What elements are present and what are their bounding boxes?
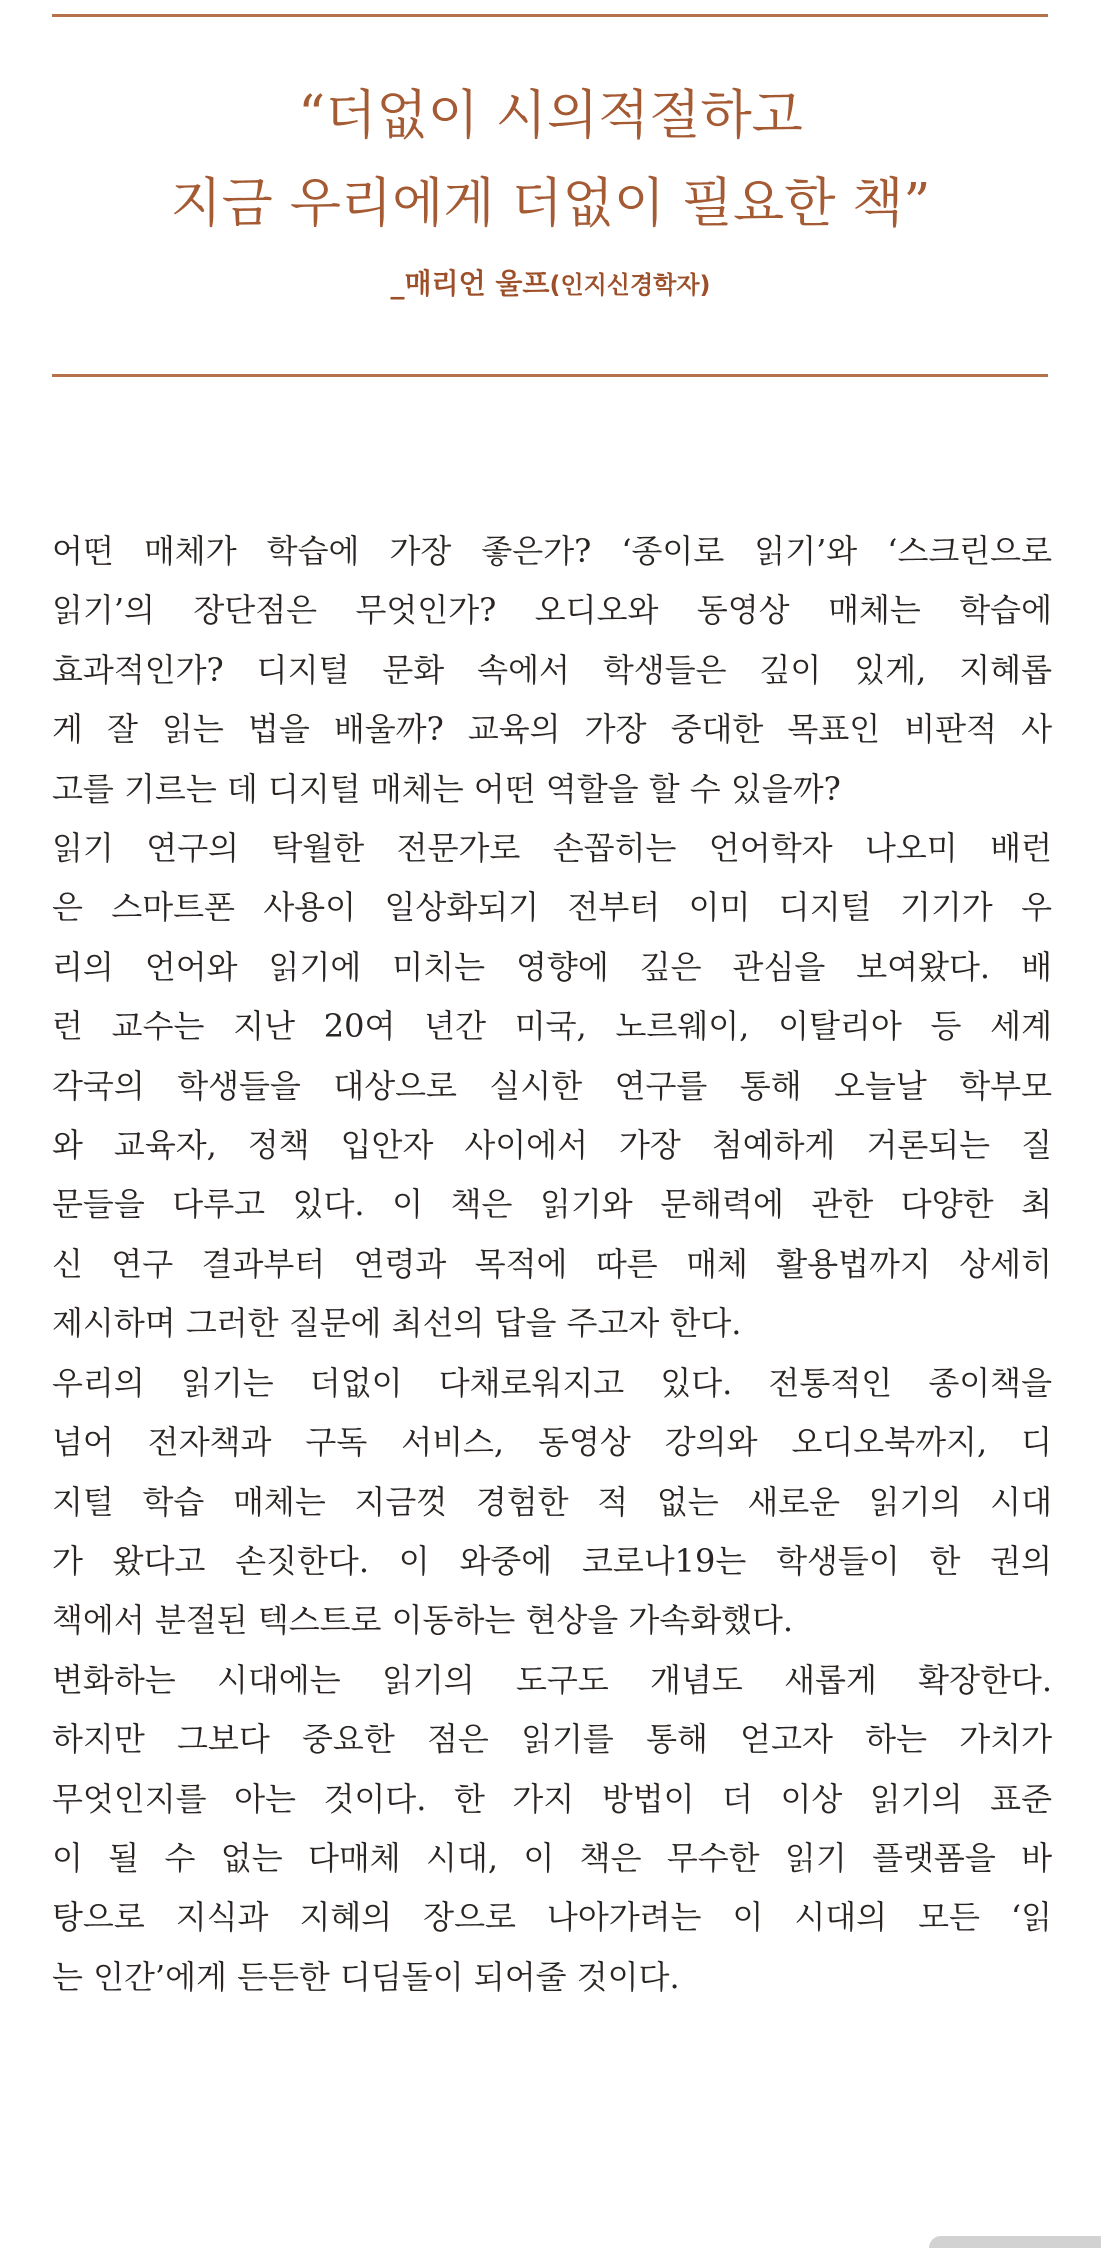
text-line: 넘어 전자책과 구독 서비스, 동영상 강의와 오디오북까지, 디 [52, 1423, 1052, 1462]
pull-quote-line: 지금 우리에게 더없이 필요한 책” [170, 173, 931, 234]
text-line: 신 연구 결과부터 연령과 목적에 따른 매체 활용법까지 상세히 [52, 1244, 1052, 1283]
text-line: 우리의 읽기는 더없이 다채로워지고 있다. 전통적인 종이책을 [52, 1363, 1052, 1402]
text-line: 무엇인지를 아는 것이다. 한 가지 방법이 더 이상 읽기의 표준 [52, 1779, 1052, 1818]
scroll-indicator[interactable] [929, 2236, 1101, 2248]
text-line: 은 스마트폰 사용이 일상화되기 전부터 이미 디지털 기기가 우 [52, 888, 1052, 927]
attribution-affiliation: (인지신경학자) [549, 271, 711, 299]
text-line: 탕으로 지식과 지혜의 장으로 나아가려는 이 시대의 모든 ‘읽 [52, 1898, 1052, 1937]
paragraph [52, 819, 1052, 1354]
text-line: 는 인간’에게 든든한 디딤돌이 되어줄 것이다. [52, 1957, 680, 1996]
text-line: 하지만 그보다 중요한 점은 읽기를 통해 얻고자 하는 가치가 [52, 1720, 1052, 1759]
text-line: 책에서 분절된 텍스트로 이동하는 현상을 가속화했다. [52, 1601, 794, 1640]
text-line: 이 될 수 없는 다매체 시대, 이 책은 무수한 읽기 플랫폼을 바 [52, 1838, 1052, 1877]
text-line: 읽기 연구의 탁월한 전문가로 손꼽히는 언어학자 나오미 배런 [52, 829, 1052, 868]
text-line: 제시하며 그러한 질문에 최선의 답을 주고자 한다. [52, 1304, 742, 1343]
text-line: 변화하는 시대에는 읽기의 도구도 개념도 새롭게 확장한다. [52, 1660, 1052, 1699]
pull-quote-line: “더없이 시의적절하고 [298, 85, 803, 146]
bottom-divider [52, 374, 1048, 377]
text-line: 지털 학습 매체는 지금껏 경험한 적 없는 새로운 읽기의 시대 [52, 1482, 1052, 1521]
top-divider [52, 14, 1048, 17]
text-line: 어떤 매체가 학습에 가장 좋은가? ‘종이로 읽기’와 ‘스크린으로 [52, 532, 1052, 570]
quote-attribution [0, 262, 1101, 302]
text-line: 런 교수는 지난 20여 년간 미국, 노르웨이, 이탈리아 등 세계 [52, 1007, 1052, 1046]
text-line: 효과적인가? 디지털 문화 속에서 학생들은 깊이 있게, 지혜롭 [52, 650, 1052, 689]
text-line: 리의 언어와 읽기에 미치는 영향에 깊은 관심을 보여왔다. 배 [52, 947, 1052, 986]
pull-quote [0, 72, 1101, 248]
text-line: 게 잘 읽는 법을 배울까? 교육의 가장 중대한 목표인 비판적 사 [52, 710, 1052, 749]
body-text [52, 522, 1052, 2007]
text-line: 읽기’의 장단점은 무엇인가? 오디오와 동영상 매체는 학습에 [52, 591, 1052, 630]
text-line: 문들을 다루고 있다. 이 책은 읽기와 문해력에 관한 다양한 최 [52, 1185, 1052, 1224]
paragraph [52, 1354, 1052, 1651]
text-line: 고를 기르는 데 디지털 매체는 어떤 역할을 할 수 있을까? [52, 769, 841, 808]
paragraph [52, 522, 1052, 819]
text-line: 가 왔다고 손짓한다. 이 와중에 코로나19는 학생들이 한 권의 [52, 1541, 1052, 1580]
attribution-name: _매리언 울프 [390, 267, 550, 300]
text-line: 와 교육자, 정책 입안자 사이에서 가장 첨예하게 거론되는 질 [52, 1126, 1052, 1165]
text-line: 각국의 학생들을 대상으로 실시한 연구를 통해 오늘날 학부모 [52, 1066, 1052, 1105]
paragraph [52, 1651, 1052, 2007]
